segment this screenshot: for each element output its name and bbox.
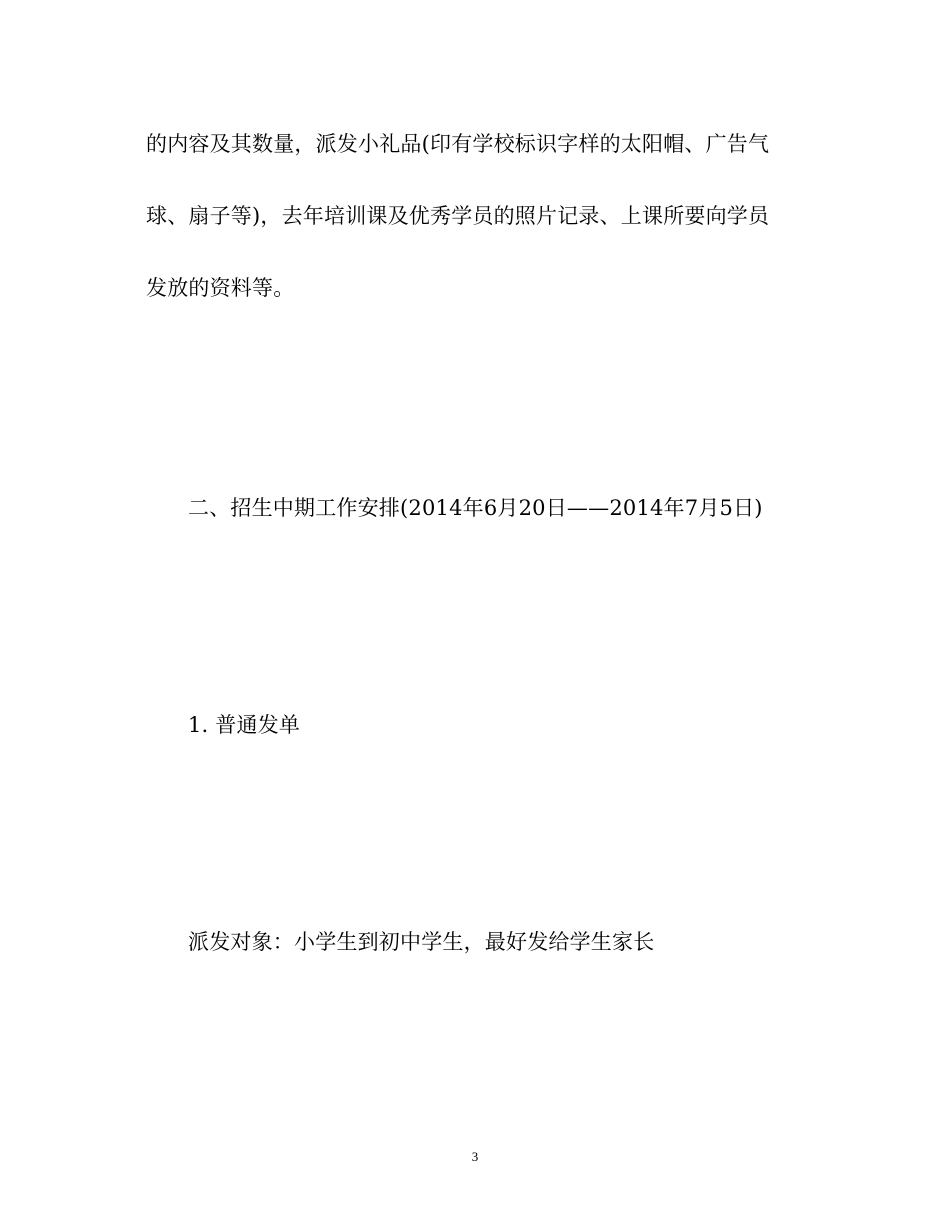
paragraph-line: 派发对象：小学生到初中学生，最好发给学生家长: [188, 930, 655, 954]
section-heading: 二、招生中期工作安排(2014年6月20日——2014年7月5日): [188, 496, 763, 520]
paragraph-line: 发放的资料等。: [146, 276, 295, 300]
page-number: 3: [471, 1149, 479, 1164]
paragraph-line: 的内容及其数量，派发小礼品(印有学校标识字样的太阳帽、广告气: [146, 132, 770, 156]
item-heading: 1. 普通发单: [188, 713, 301, 737]
paragraph-line: 球、扇子等)，去年培训课及优秀学员的照片记录、上课所要向学员: [146, 204, 770, 228]
